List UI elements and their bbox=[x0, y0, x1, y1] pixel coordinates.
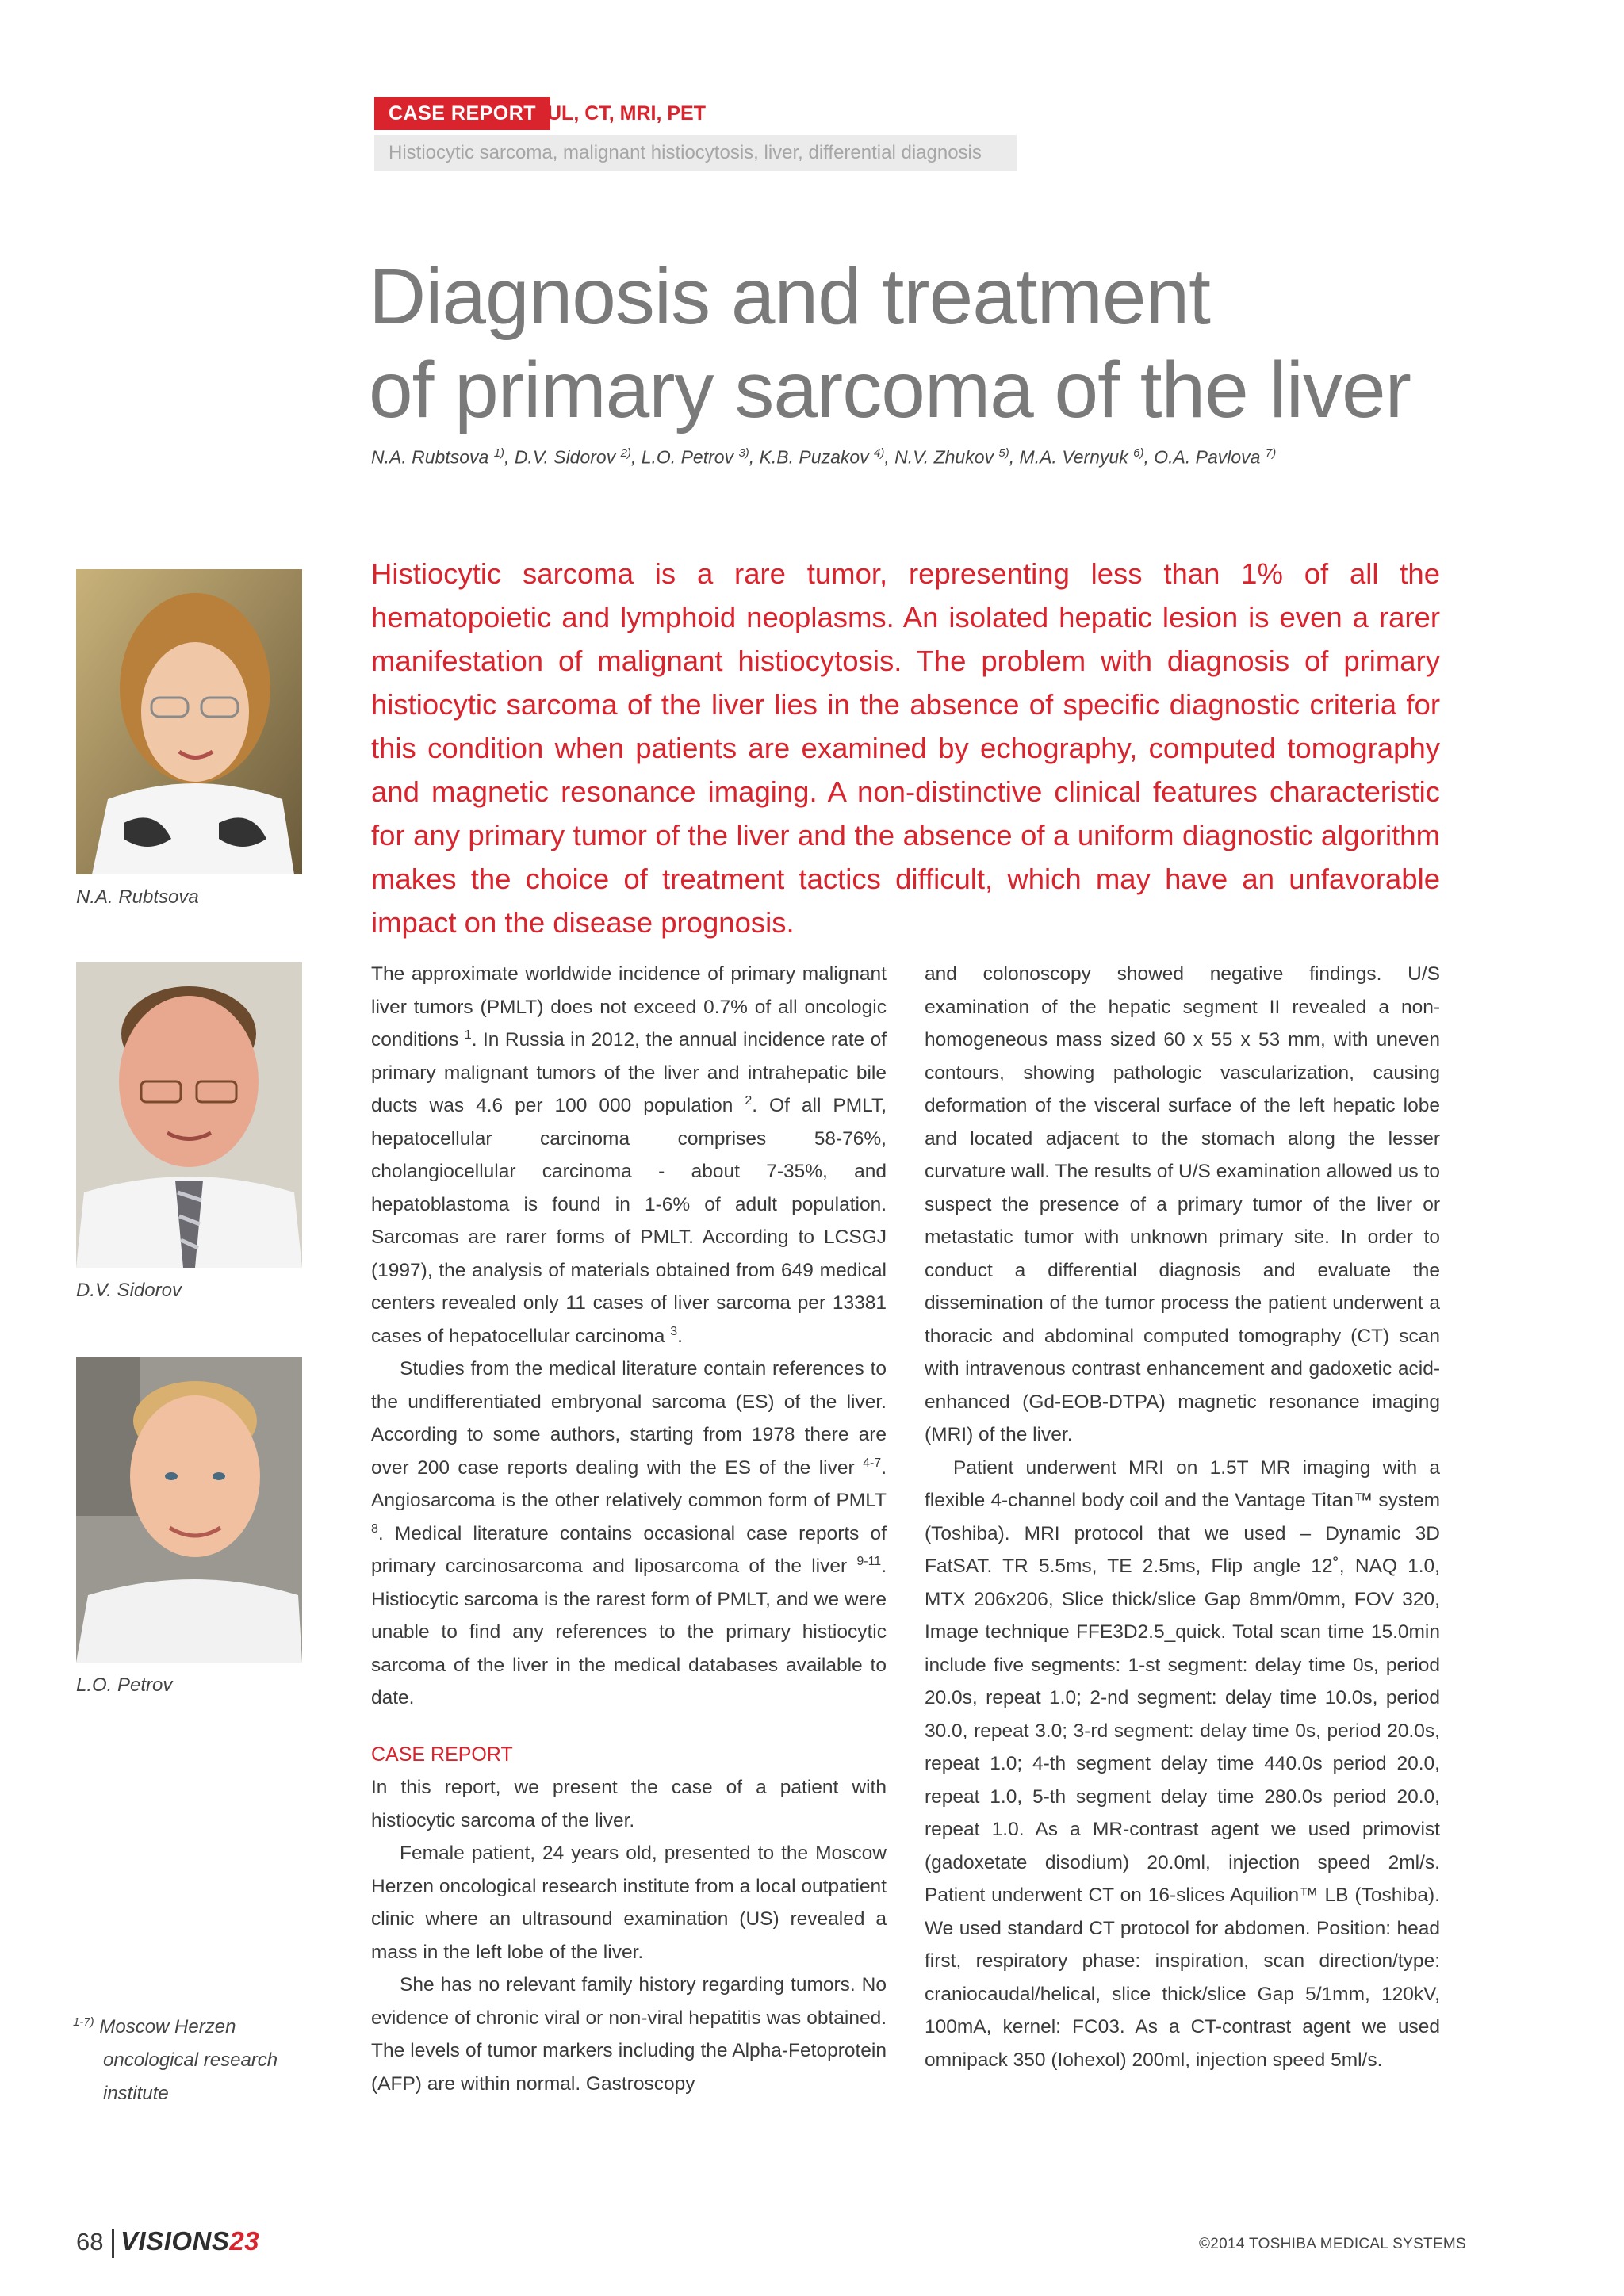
portrait-image bbox=[76, 962, 302, 1268]
author-photo-petrov bbox=[76, 1357, 302, 1663]
photo-caption: L.O. Petrov bbox=[76, 1674, 173, 1696]
author: D.V. Sidorov bbox=[514, 446, 616, 468]
paragraph: She has no relevant family history regarding tumors. No evidence of chronic viral or non-viral hepatitis was obtained. The levels of tumor markers including the Alpha-Fetoprotein (AFP) are within normal. Gastroscopy bbox=[371, 1974, 887, 2095]
text-run: Studies from the medical literature contain references to the undifferentiated embryonal sarcoma (ES) of the liver. According to some authors, starting from 1978 there are over 200 case reports dealing with the ES of the liver bbox=[371, 1358, 887, 1479]
reference-marker: 9-11 bbox=[856, 1554, 882, 1568]
author: O.A. Pavlova bbox=[1154, 446, 1261, 468]
paragraph: and colonoscopy showed negative findings. U/S examination of the hepatic segment II revealed a non-homogeneous mass sized 60 x 55 x 53 mm, with uneven contours, showing pathologic vascularization, causing deformation of the visceral surface of the left hepatic lobe and located adjacent to the stomach along the lesser curvature wall. The results of U/S examination allowed us to suspect the presence of a primary tumor of the liver or metastatic tumor with unknown primary site. In order to conduct a differential diagnosis and evaluate the dissemination of the tumor process the patient underwent a thoracic and abdominal computed tomography (CT) scan with intravenous contrast enhancement and gadoxetic acid-enhanced (Gd-EOB-DTPA) magnetic resonance imaging (MRI) of the liver. bbox=[925, 963, 1440, 1445]
photo-caption: D.V. Sidorov bbox=[76, 1280, 182, 1301]
paragraph: Patient underwent MRI on 1.5T MR imaging with a flexible 4-channel body coil and the Vantage Titan™ system (Toshiba). MRI protocol that we used – Dynamic 3D FatSAT. TR 5.5ms, TE 2.5ms, Flip angle 12˚, NAQ 1.0, MTX 206x206, Slice thick/slice Gap 8mm/0mm, FOV 320, Image technique FFE3D2.5_quick. Total scan time 15.0min include five segments: 1-st segment: delay time 0s, period 20.0s, repeat 1.0; 2-nd segment: delay time 10.0s, period 30.0, repeat 3.0; 3-rd segment: delay time 0s, period 20.0s, repeat 1.0; 4-th segment delay time 440.0s period 20.0, repeat 1.0, 5-th segment delay time 280.0s period 20.0, repeat 1.0. As a MR-contrast agent we used primovist (gadoxetate disodium) 20.0ml, injection speed 2ml/s. Patient underwent CT on 16-slices Aquilion™ LB (Toshiba). We used standard CT protocol for abdomen. Position: head first, respiratory phase: inspiration, scan direction/type: craniocaudal/helical, slice thick/slice Gap 5/1mm, 120kV, 100mA, kernel: FC03. As a CT-contrast agent we used omnipack 350 (Iohexol) 200ml, injection speed 5ml/s. bbox=[925, 1456, 1440, 2071]
portrait-image bbox=[76, 1357, 302, 1663]
body-column-left bbox=[371, 958, 887, 2100]
modality-tag: UL, CT, MRI, PET bbox=[547, 102, 706, 124]
portrait-image bbox=[76, 569, 302, 874]
author: M.A. Vernyuk bbox=[1019, 446, 1128, 468]
section-heading: CASE REPORT bbox=[371, 1743, 513, 1766]
author-list: N.A. Rubtsova $^{1)}$, D.V. Sidorov $^{2)}$, L.O. Petrov $^{3)}$, K.B. Puzakov $^{4)}$, N.V. Zhukov $^{5)}$, M.A. Vernyuk $^{6)}$, O.A. Pavlova $^{7)}$ bbox=[371, 446, 1277, 468]
title-line-1: Diagnosis and treatment bbox=[369, 252, 1210, 341]
keywords-bar: Histiocytic sarcoma, malignant histiocytosis, liver, differential diagnosis bbox=[374, 135, 1017, 171]
author: K.B. Puzakov bbox=[759, 446, 869, 468]
author-photo-sidorov bbox=[76, 962, 302, 1268]
text-run: . bbox=[677, 1325, 683, 1347]
reference-marker: 4-7 bbox=[863, 1456, 882, 1470]
section-tag: CASE REPORT bbox=[374, 97, 550, 130]
page-number: 68 bbox=[76, 2228, 104, 2256]
author: N.V. Zhukov bbox=[894, 446, 994, 468]
paragraph bbox=[371, 958, 887, 1353]
abstract: Histiocytic sarcoma is a rare tumor, representing less than 1% of all the hematopoietic and lymphoid neoplasms. An isolated hepatic lesion is even a rarer manifestation of malignant histiocytosis. The problem with diagnosis of primary histiocytic sarcoma of the liver lies in the absence of specific diagnostic criteria for this condition when patients are examined by echography, computed tomography and magnetic resonance imaging. A non-distinctive clinical features characteristic for any primary tumor of the liver and the absence of a uniform diagnostic algorithm makes the choice of treatment tactics difficult, which may have an unfavorable impact on the disease prognosis. bbox=[371, 557, 1440, 939]
author-affiliation: 6) bbox=[1133, 446, 1144, 460]
text-run: . In Russia in 2012, the annual incidence rate of primary malignant tumors of the liver and intrahepatic bile ducts was 4.6 per 100 000 population bbox=[371, 1029, 887, 1116]
reference-marker: 1 bbox=[464, 1027, 472, 1042]
paragraph: In this report, we present the case of a patient with histiocytic sarcoma of the liver. bbox=[371, 1777, 887, 1831]
affiliation-line: oncological research bbox=[103, 2049, 278, 2071]
author-affiliation: 7) bbox=[1265, 446, 1277, 460]
text-run: The approximate worldwide incidence of primary malignant liver tumors (PMLT) does not exceed 0.7% of all oncologic conditions bbox=[371, 963, 887, 1050]
reference-marker: 8 bbox=[371, 1521, 378, 1536]
author: L.O. Petrov bbox=[641, 446, 734, 468]
body-column-right bbox=[925, 958, 1440, 2076]
paragraph bbox=[371, 1353, 887, 1715]
affiliation-marker: 1-7) bbox=[73, 2015, 94, 2029]
text-run: . Medical literature contains occasional case reports of primary carcinosarcoma and liposarcoma of the liver bbox=[371, 1522, 887, 1577]
author-affiliation: 5) bbox=[998, 446, 1009, 460]
text-run: . Angiosarcoma is the other relatively common form of PMLT bbox=[371, 1456, 887, 1511]
text-run: . Histiocytic sarcoma is the rarest form of PMLT, and we were unable to find any references to the primary histiocytic sarcoma of the liver in the medical databases available to date. bbox=[371, 1556, 887, 1709]
author-affiliation: 4) bbox=[874, 446, 885, 460]
footer-divider bbox=[112, 2229, 114, 2258]
copyright-notice: ©2014 TOSHIBA MEDICAL SYSTEMS bbox=[1199, 2236, 1467, 2252]
author-photo-rubtsova bbox=[76, 569, 302, 874]
affiliation-note bbox=[73, 2006, 311, 2110]
paragraph: Female patient, 24 years old, presented to the Moscow Herzen oncological research institute from a local outpatient clinic where an ultrasound examination (US) revealed a mass in the left lobe of the liver. bbox=[371, 1843, 887, 1963]
text-run: . Of all PMLT, hepatocellular carcinoma comprises 58-76%, cholangiocellular carcinoma - about 7-35%, and hepatoblastoma is found in 1-6% of adult population. Sarcomas are rarer forms of PMLT. According to LCSGJ (1997), the analysis of materials obtained from 649 medical centers revealed only 11 cases of liver sarcoma per 13381 cases of hepatocellular carcinoma bbox=[371, 1095, 887, 1347]
affiliation-text: Moscow Herzen bbox=[99, 2016, 236, 2038]
affiliation-line bbox=[73, 2006, 311, 2044]
author-affiliation: 2) bbox=[620, 446, 631, 460]
author-affiliation: 1) bbox=[493, 446, 505, 460]
logo-word: VISIONS bbox=[121, 2226, 230, 2256]
logo-issue: 23 bbox=[229, 2226, 260, 2256]
reference-marker: 2 bbox=[745, 1093, 753, 1108]
author-affiliation: 3) bbox=[738, 446, 749, 460]
photo-caption: N.A. Rubtsova bbox=[76, 886, 199, 908]
title-line-2: of primary sarcoma of the liver bbox=[369, 346, 1411, 434]
article-title bbox=[369, 250, 1558, 437]
affiliation-line: institute bbox=[103, 2083, 169, 2104]
author: N.A. Rubtsova bbox=[371, 446, 489, 468]
magazine-logo bbox=[121, 2226, 259, 2256]
reference-marker: 3 bbox=[670, 1324, 678, 1338]
